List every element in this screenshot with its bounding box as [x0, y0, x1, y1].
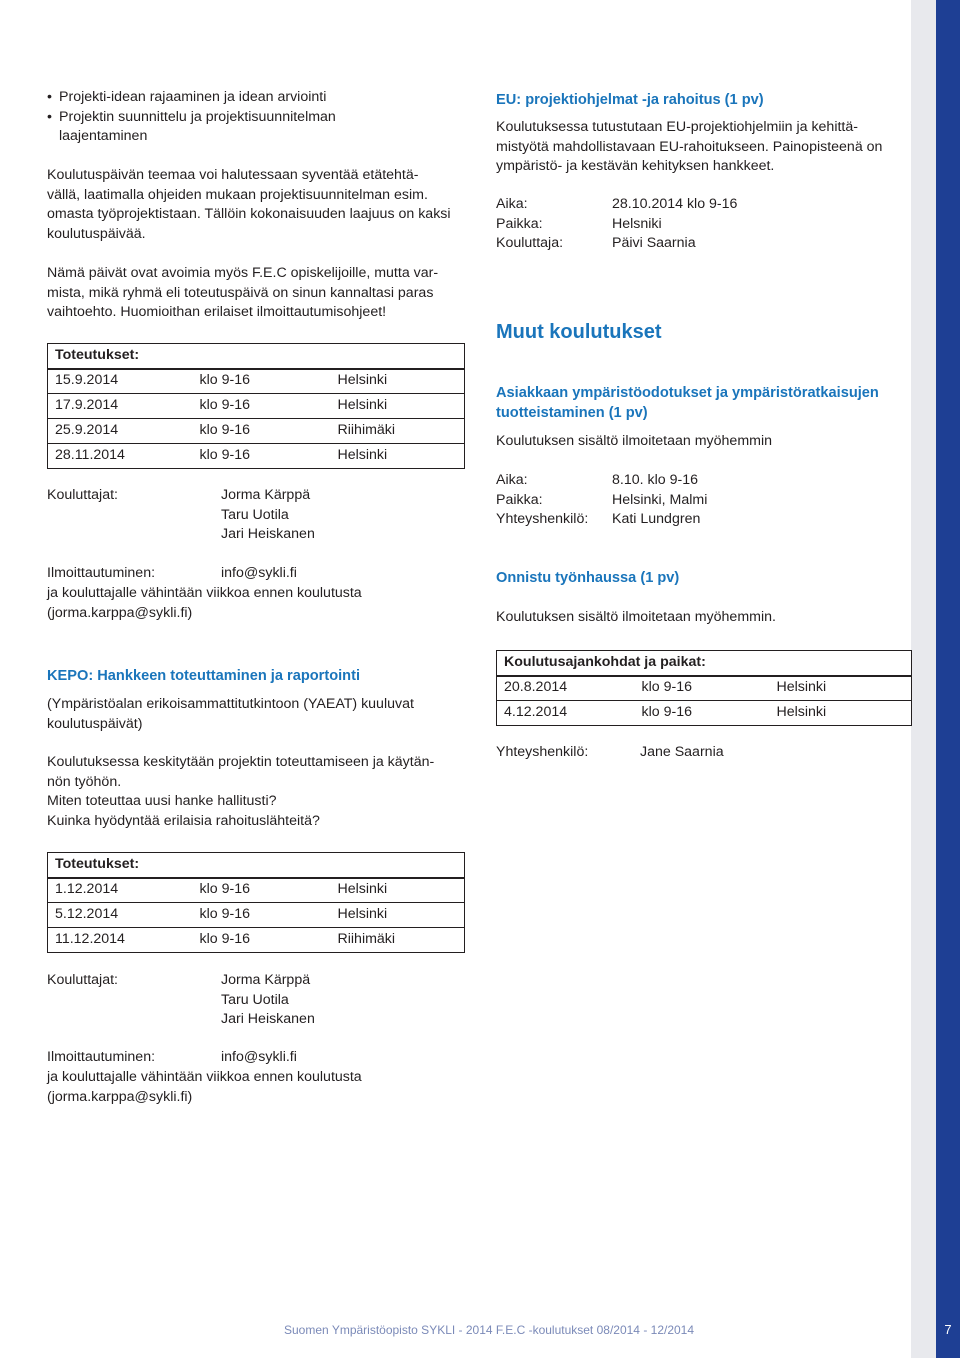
time-cell: klo 9-16 [193, 444, 331, 469]
place-cell: Helsinki [331, 394, 465, 419]
table-row [48, 394, 465, 419]
table-row [497, 676, 912, 701]
side-stripe-blue [936, 0, 960, 1358]
info-label: Aika: [496, 472, 528, 488]
time-cell: klo 9-16 [193, 878, 331, 903]
trainers-list [221, 486, 315, 545]
table-row [48, 419, 465, 444]
time-cell: klo 9-16 [635, 676, 770, 701]
date-cell: 28.11.2014 [48, 444, 193, 469]
page-number: 7 [944, 1322, 952, 1337]
info-label: Paikka: [496, 215, 543, 232]
other-trainings-heading: Muut koulutukset [496, 321, 662, 343]
time-cell: klo 9-16 [635, 701, 770, 726]
info-value: Helsniki [612, 215, 662, 232]
info-label: Yhteyshenkilö: [496, 511, 589, 528]
time-cell: klo 9-16 [193, 394, 331, 419]
trainer-name: Jari Heiskanen [221, 526, 315, 543]
trainers-list [221, 971, 315, 1030]
contact-label: Yhteyshenkilö: [496, 744, 589, 760]
date-cell: 17.9.2014 [48, 394, 193, 419]
signup-label: Ilmoittautuminen: [47, 1049, 156, 1065]
date-cell: 20.8.2014 [497, 676, 635, 701]
signup-note: ja kouluttajalle vähintään viikkoa ennen koulutusta (jorma.karppa@sykli.fi) [47, 1069, 362, 1105]
signup-note: ja kouluttajalle vähintään viikkoa ennen koulutusta (jorma.karppa@sykli.fi) [47, 585, 362, 621]
info-value: 28.10.2014 klo 9-16 [612, 196, 738, 212]
time-cell: klo 9-16 [193, 903, 331, 928]
time-cell: klo 9-16 [193, 928, 331, 953]
schedule-table-1 [47, 343, 465, 469]
bullet-item: • Projektin suunnittelu ja projektisuunnitelman laajentaminen [47, 108, 457, 147]
date-cell: 11.12.2014 [48, 928, 193, 953]
time-cell: klo 9-16 [193, 369, 331, 394]
signup-label: Ilmoittautuminen: [47, 565, 156, 581]
eu-info-list [496, 195, 896, 255]
table-row [48, 369, 465, 394]
table-header: Koulutusajankohdat ja paikat: [497, 651, 912, 676]
info-label: Paikka: [496, 491, 543, 508]
customer-expectations-heading: Asiakkaan ympäristöodotukset ja ympäristöratkaisujen tuotteistaminen (1 pv) [496, 385, 879, 421]
kepo-description: Koulutuksessa keskitytään projektin toteuttamiseen ja käytän- nön työhön. Miten toteuttaa uusi hanke hallitusti? Kuinka hyödyntää erilaisia rahoituslähteitä? [47, 754, 435, 829]
info-value: 8.10. klo 9-16 [612, 472, 698, 488]
contact-name: Jane Saarnia [640, 744, 724, 760]
table-header: Toteutukset: [48, 344, 465, 369]
time-cell: klo 9-16 [193, 419, 331, 444]
topic-bullet-list [47, 88, 457, 147]
kepo-heading: KEPO: Hankkeen toteuttaminen ja raportointi [47, 668, 360, 684]
job-search-text: Koulutuksen sisältö ilmoitetaan myöhemmin. [496, 609, 776, 625]
footer-text: Suomen Ympäristöopisto SYKLI - 2014 F.E.C -koulutukset 08/2014 - 12/2014 [284, 1323, 695, 1337]
table-row [48, 928, 465, 953]
side-stripe-light [911, 0, 936, 1358]
place-cell: Riihimäki [331, 928, 465, 953]
date-cell: 15.9.2014 [48, 369, 193, 394]
trainer-name: Taru Uotila [221, 506, 289, 523]
intro-paragraph: Koulutuspäivän teemaa voi halutessaan syventää etätehtä- vällä, laatimalla ohjeiden mukaan projektisuunnitelman esim. omasta työprojektistaan. Tällöin kokonaisuuden laajuus on kaksi koulutuspäivää. [47, 167, 451, 242]
schedule-table-2 [47, 852, 465, 953]
table-row [497, 701, 912, 726]
eu-description: Koulutuksessa tutustutaan EU-projektiohjelmiin ja kehittä- mistyötä mahdollistavaan EU-rahoitukseen. Painopisteenä on ympäristö- ja kestävän kehityksen hankkeet. [496, 119, 883, 175]
open-to-fec-paragraph: Nämä päivät ovat avoimia myös F.E.C opiskelijoille, mutta var- mista, mikä ryhmä eli toteutuspäivä on sinun kannaltasi paras vaihtoehto. Huomioithan erilaiset ilmoittautumisohjeet! [47, 265, 439, 321]
table-row [48, 878, 465, 903]
place-cell: Helsinki [770, 676, 912, 701]
schedule-table-3 [496, 650, 912, 726]
table-row [48, 903, 465, 928]
info-label: Kouluttaja: [496, 235, 564, 252]
customer-expectations-text: Koulutuksen sisältö ilmoitetaan myöhemmin [496, 433, 772, 449]
info-value: Helsinki, Malmi [612, 491, 708, 508]
place-cell: Helsinki [331, 903, 465, 928]
eu-heading: EU: projektiohjelmat -ja rahoitus (1 pv) [496, 92, 764, 108]
trainer-name: Taru Uotila [221, 991, 289, 1008]
kepo-intro: (Ympäristöalan erikoisammattitutkintoon (YAEAT) kuuluvat koulutuspäivät) [47, 696, 414, 732]
signup-email-link[interactable]: info@sykli.fi [221, 565, 297, 581]
bullet-item: • Projekti-idean rajaaminen ja idean arviointi [47, 88, 457, 108]
place-cell: Helsinki [770, 701, 912, 726]
date-cell: 5.12.2014 [48, 903, 193, 928]
date-cell: 25.9.2014 [48, 419, 193, 444]
trainer-name: Jorma Kärppä [221, 487, 311, 503]
place-cell: Riihimäki [331, 419, 465, 444]
place-cell: Helsinki [331, 444, 465, 469]
trainers-label: Kouluttajat: [47, 487, 118, 503]
job-search-heading: Onnistu työnhaussa (1 pv) [496, 570, 680, 586]
info-value: Päivi Saarnia [612, 235, 696, 252]
signup-email-link[interactable]: info@sykli.fi [221, 1049, 297, 1065]
date-cell: 4.12.2014 [497, 701, 635, 726]
table-row [48, 444, 465, 469]
trainers-label: Kouluttajat: [47, 972, 118, 988]
place-cell: Helsinki [331, 369, 465, 394]
trainer-name: Jorma Kärppä [221, 972, 311, 988]
table-header: Toteutukset: [48, 853, 465, 878]
date-cell: 1.12.2014 [48, 878, 193, 903]
trainer-name: Jari Heiskanen [221, 1011, 315, 1028]
info-value: Kati Lundgren [612, 511, 701, 528]
info-label: Aika: [496, 196, 528, 212]
place-cell: Helsinki [331, 878, 465, 903]
customer-info-list [496, 471, 896, 531]
